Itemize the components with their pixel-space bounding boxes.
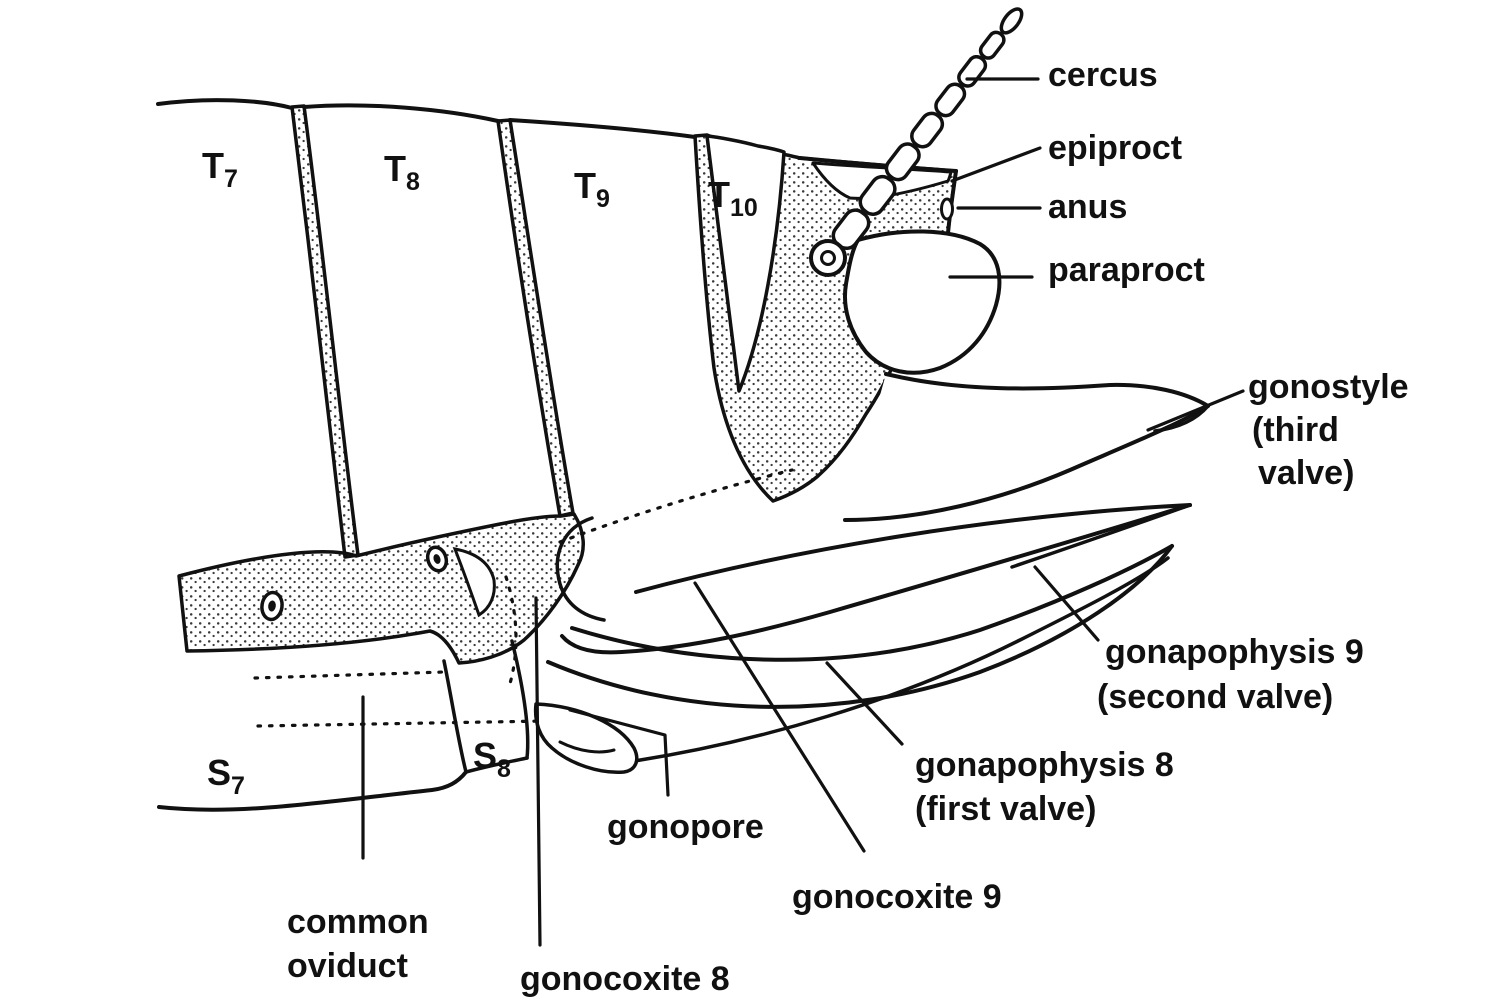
leader-gonocoxite8 (536, 598, 540, 945)
label-paraproct: paraproct (1048, 251, 1205, 289)
label-gonocoxite8: gonocoxite 8 (520, 960, 730, 998)
label-tergite-10: $T_{10}$ (708, 174, 758, 222)
label-gonapophysis9-line1: gonapophysis 9 (1105, 633, 1364, 671)
label-sternite-7: $S_7$ (207, 752, 245, 800)
label-epiproct: epiproct (1048, 129, 1183, 167)
sternite-s7-ventral-edge (159, 772, 466, 810)
gonostyle-third-valve (845, 374, 1208, 520)
hidden-line-oviduct-lower (258, 721, 545, 726)
label-anus: anus (1048, 188, 1128, 226)
label-tergite-9: $T_9$ (574, 165, 610, 213)
label-common-oviduct-line1: common (287, 903, 429, 941)
label-gonostyle-line3: valve) (1258, 454, 1355, 492)
paraproct-lobe (845, 231, 999, 372)
leader-epiproct (952, 148, 1040, 181)
label-gonapophysis8-line2: (first valve) (915, 790, 1097, 828)
border-s7-s8 (444, 661, 466, 772)
label-gonostyle-line2: (third (1252, 411, 1339, 449)
gonapophysis9-second-valve (562, 505, 1190, 652)
label-common-oviduct-line2: oviduct (287, 947, 408, 985)
label-tergite-7: $T_7$ (202, 145, 238, 193)
label-gonostyle-line1: gonostyle (1248, 368, 1409, 406)
hidden-line-oviduct-upper (255, 672, 444, 678)
label-gonopore: gonopore (607, 808, 764, 846)
sternite-s8-right-edge (512, 641, 528, 758)
label-sternite-8: $S_8$ (473, 735, 511, 783)
membrane-seam-t8-t9 (498, 120, 573, 516)
label-tergite-8: $T_8$ (384, 148, 420, 196)
segment-labels (202, 145, 758, 800)
membrane-seam-t7-t8 (292, 106, 358, 557)
label-gonapophysis9-line2: (second valve) (1097, 678, 1334, 716)
label-gonocoxite9: gonocoxite 9 (792, 878, 1002, 916)
label-gonapophysis8-line1: gonapophysis 8 (915, 746, 1174, 784)
anus-opening (942, 199, 953, 219)
membrane-lateral-band (179, 514, 583, 663)
label-cercus: cercus (1048, 56, 1158, 94)
